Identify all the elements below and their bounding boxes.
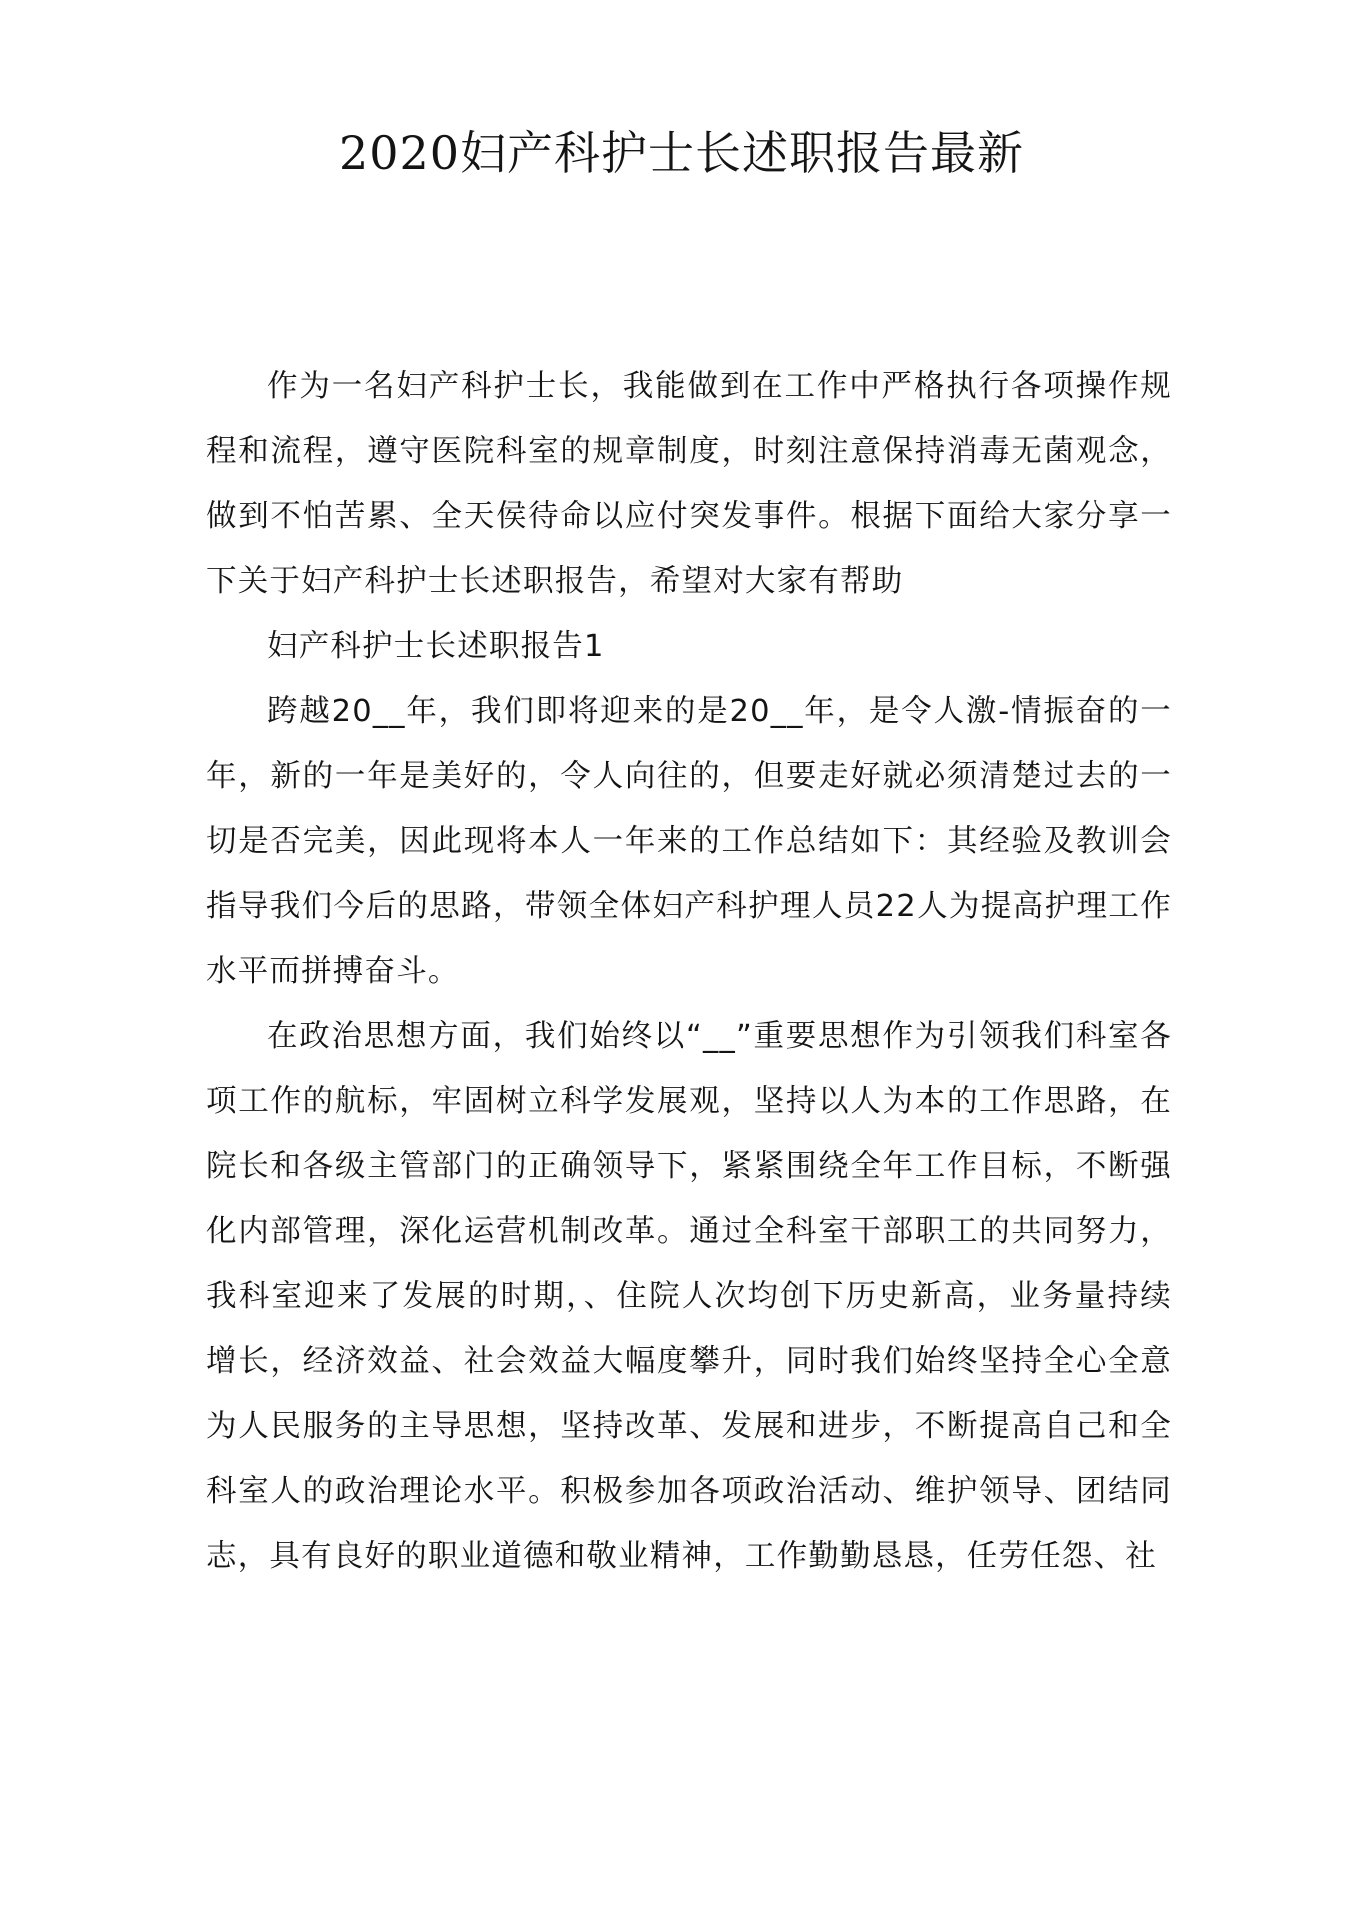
body-paragraph: 跨越20__年，我们即将迎来的是20__年，是令人激-情振奋的一年，新的一年是美好的，令人向往的，但要走好就必须清楚过去的一切是否完美，因此现将本人一年来的工作总结如下：其经验及教训会指导我们今后的思路，带领全体妇产科护理人员22人为提高护理工作水平而拼搏奋斗。 bbox=[206, 694, 1172, 989]
body-paragraph: 在政治思想方面，我们始终以“__”重要思想作为引领我们科室各项工作的航标，牢固树立科学发展观，坚持以人为本的工作思路，在院长和各级主管部门的正确领导下，紧紧围绕全年工作目标，不断强化内部管理，深化运营机制改革。通过全科室干部职工的共同努力，我科室迎来了发展的时期，、住院人次均创下历史新高，业务量持续增长，经济效益、社会效益大幅度攀升，同时我们始终坚持全心全意为人民服务的主导思想，坚持改革、发展和进步，不断提高自己和全科室人的政治理论水平。积极参加各项政治活动、维护领导、团结同志，具有良好的职业道德和敬业精神，工作勤勤恳恳，任劳任怨、社 bbox=[206, 1019, 1172, 1574]
document-body bbox=[206, 354, 1172, 1589]
section-heading: 妇产科护士长述职报告1 bbox=[267, 629, 605, 664]
document-title: 2020妇产科护士长述职报告最新 bbox=[338, 126, 1025, 180]
intro-paragraph: 作为一名妇产科护士长，我能做到在工作中严格执行各项操作规程和流程，遵守医院科室的规章制度，时刻注意保持消毒无菌观念，做到不怕苦累、全天侯待命以应付突发事件。根据下面给大家分享一下关于妇产科护士长述职报告，希望对大家有帮助 bbox=[206, 369, 1172, 599]
